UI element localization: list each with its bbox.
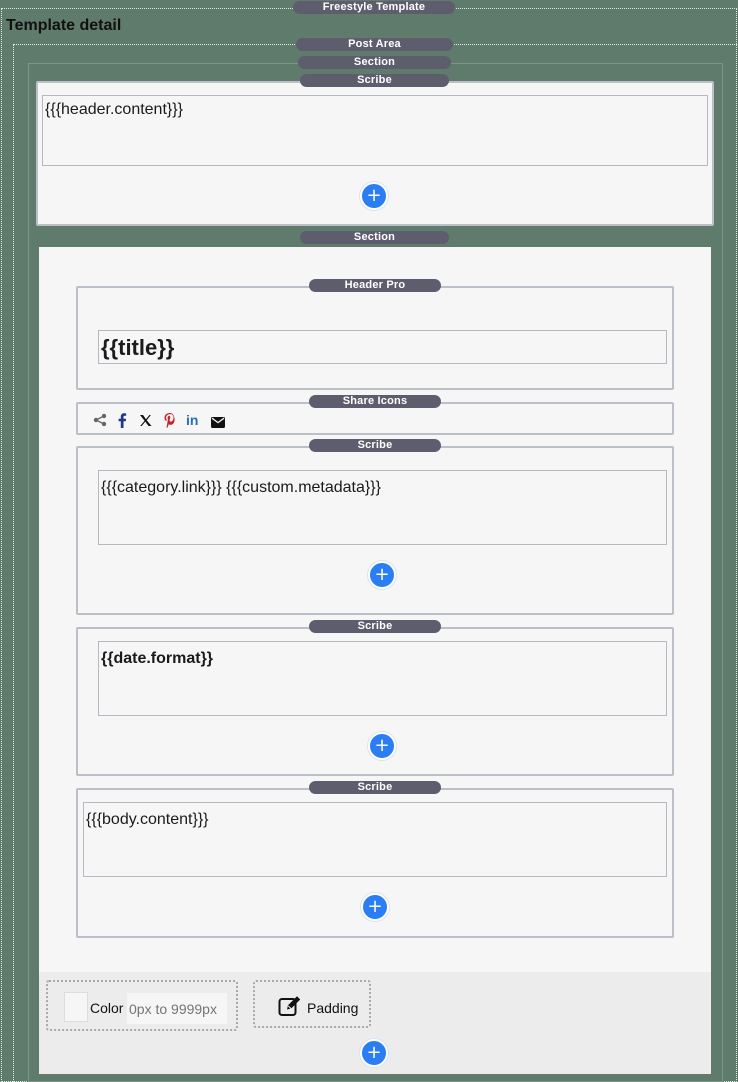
x-icon[interactable]	[139, 414, 152, 432]
category-metadata-field[interactable]: {{{category.link}}} {{{custom.metadata}}}	[98, 470, 667, 545]
padding-label: Padding	[307, 1000, 359, 1016]
email-icon[interactable]	[211, 415, 225, 433]
add-block-button[interactable]: +	[368, 732, 396, 760]
section-1-label[interactable]: Section	[298, 56, 451, 69]
scribe-label[interactable]: Scribe	[309, 439, 441, 452]
title-field[interactable]: {{title}}	[98, 330, 667, 364]
body-content-field[interactable]: {{{body.content}}}	[83, 802, 667, 877]
add-block-button[interactable]: +	[360, 1039, 388, 1067]
header-content-field[interactable]: {{{header.content}}}	[42, 95, 708, 166]
post-area-label[interactable]: Post Area	[296, 38, 453, 51]
pinterest-icon[interactable]	[164, 413, 175, 433]
add-block-button[interactable]: +	[361, 893, 389, 921]
add-block-button[interactable]: +	[368, 561, 396, 589]
scribe-label[interactable]: Scribe	[309, 620, 441, 633]
scribe-label[interactable]: Scribe	[309, 781, 441, 794]
facebook-icon[interactable]	[117, 413, 127, 433]
date-format-field[interactable]: {{date.format}}	[98, 641, 667, 716]
color-label: Color	[90, 1000, 124, 1016]
section-2-label[interactable]: Section	[300, 231, 449, 244]
padding-value-input[interactable]	[127, 993, 227, 1024]
freestyle-template-label[interactable]: Freestyle Template	[293, 1, 455, 14]
share-icon[interactable]	[93, 413, 107, 432]
header-pro-label[interactable]: Header Pro	[309, 279, 441, 292]
add-block-button[interactable]: +	[360, 182, 388, 210]
share-icons-label[interactable]: Share Icons	[309, 395, 441, 408]
edit-icon[interactable]	[278, 995, 302, 1022]
scribe-label[interactable]: Scribe	[300, 74, 449, 87]
linkedin-icon[interactable]: in	[186, 412, 199, 428]
color-swatch[interactable]	[64, 992, 88, 1022]
page-title: Template detail	[6, 17, 122, 34]
